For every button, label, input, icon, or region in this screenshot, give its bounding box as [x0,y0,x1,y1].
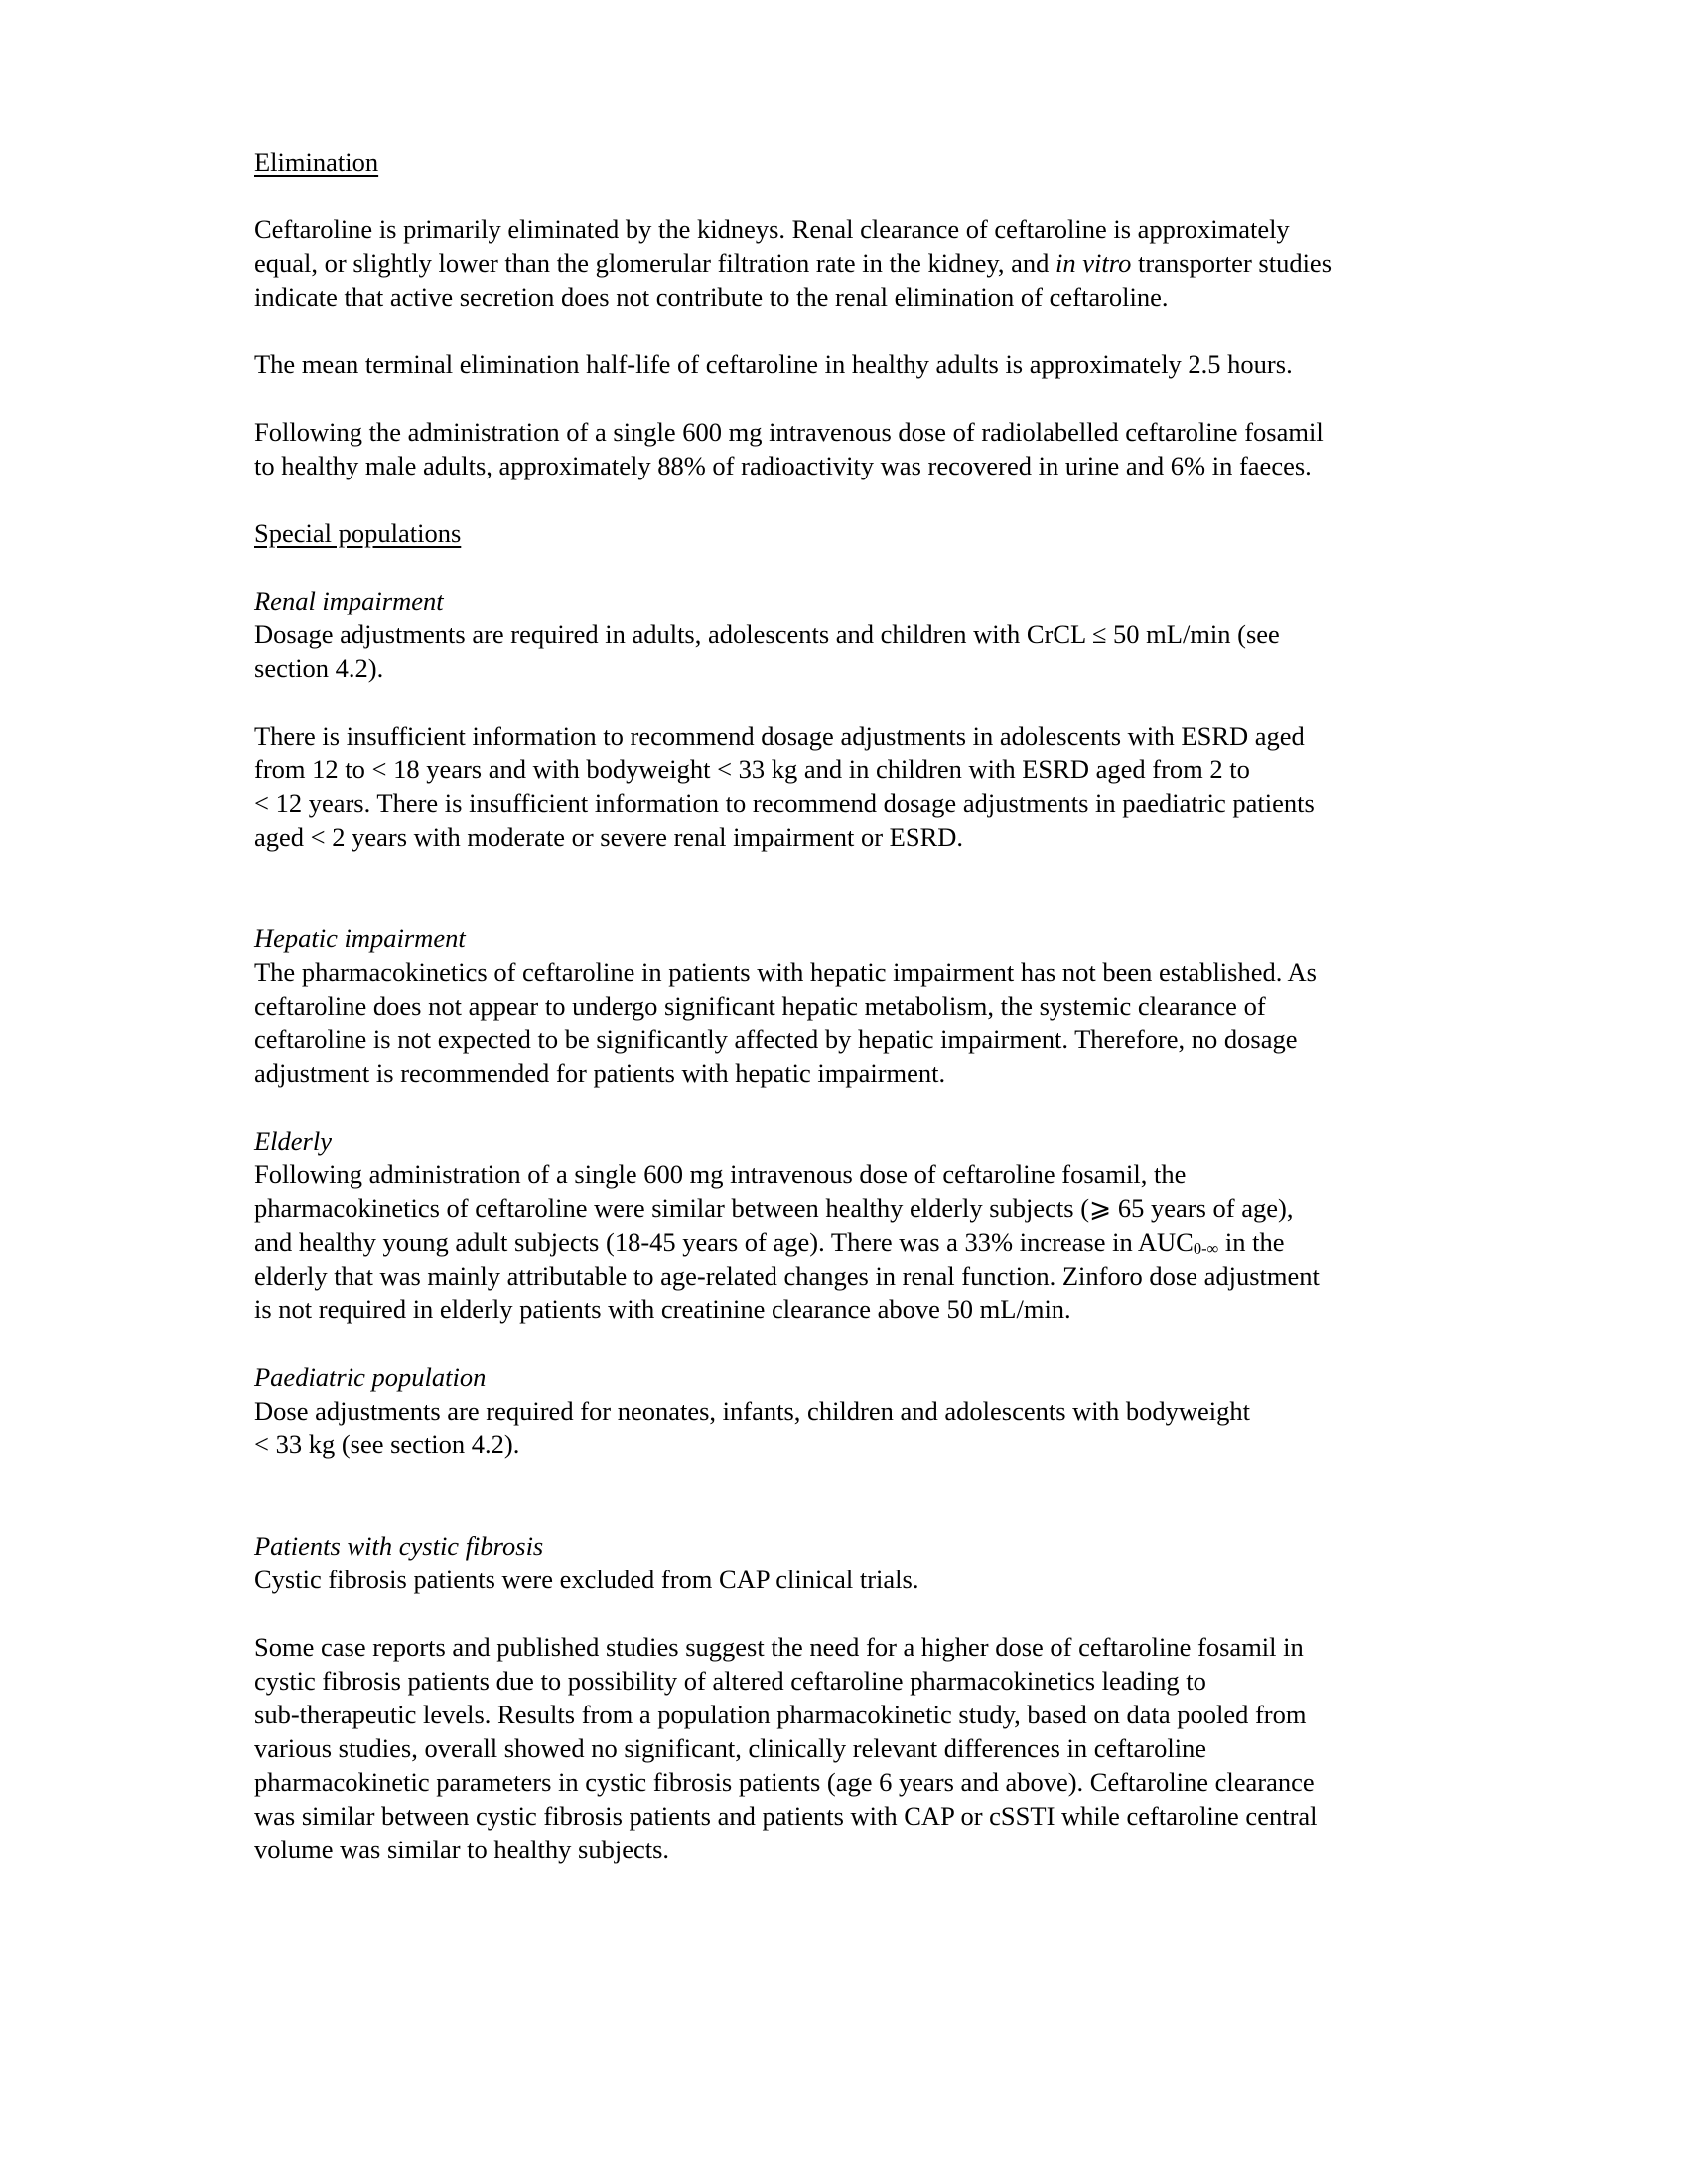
text-line: pharmacokinetics of ceftaroline were similar between healthy elderly subjects (⩾ 65 years of age), [254,1193,1294,1223]
text-line: is not required in elderly patients with creatinine clearance above 50 mL/min. [254,1295,1071,1324]
text-line: Ceftaroline is primarily eliminated by the kidneys. Renal clearance of ceftaroline is approximately [254,214,1290,244]
text-line: adjustment is recommended for patients with hepatic impairment. [254,1058,946,1088]
text-line: Cystic fibrosis patients were excluded from CAP clinical trials. [254,1565,919,1594]
renal-impairment-title: Renal impairment [254,586,444,615]
paediatric-section [254,1360,1446,1461]
text-line: There is insufficient information to recommend dosage adjustments in adolescents with ESRD aged [254,721,1305,751]
renal-impairment-section [254,584,1446,854]
text-line: cystic fibrosis patients due to possibility of altered ceftaroline pharmacokinetics leading to [254,1666,1206,1696]
text-run: transporter studies [1131,248,1333,278]
elderly-section [254,1124,1446,1326]
italic-term: in vitro [1055,248,1132,278]
text-line: to healthy male adults, approximately 88% of radioactivity was recovered in urine and 6% in faeces. [254,451,1312,480]
text-line: section 4.2). [254,653,384,683]
text-run: equal, or slightly lower than the glomerular filtration rate in the kidney, and [254,248,1056,278]
text-line: sub-therapeutic levels. Results from a population pharmacokinetic study, based on data pooled from [254,1700,1307,1729]
hepatic-impairment-section [254,921,1446,1090]
text-line: Following administration of a single 600 mg intravenous dose of ceftaroline fosamil, the [254,1160,1187,1189]
text-line: elderly that was mainly attributable to age-related changes in renal function. Zinforo dose adjustment [254,1261,1320,1291]
text-line: pharmacokinetic parameters in cystic fibrosis patients (age 6 years and above). Ceftaroline clearance [254,1767,1315,1797]
elderly-title: Elderly [254,1126,332,1156]
text-line: Dose adjustments are required for neonates, infants, children and adolescents with bodyweight [254,1396,1251,1426]
paediatric-title: Paediatric population [254,1362,487,1392]
text-line [254,246,1446,280]
text-line: Following the administration of a single 600 mg intravenous dose of radiolabelled ceftaroline fosamil [254,417,1324,447]
elimination-paragraph-radiolabel [254,415,1446,482]
cystic-fibrosis-section [254,1529,1446,1866]
text-line: indicate that active secretion does not contribute to the renal elimination of ceftaroline. [254,282,1169,312]
text-line: ceftaroline does not appear to undergo significant hepatic metabolism, the systemic clearance of [254,991,1266,1021]
text-line: Some case reports and published studies suggest the need for a higher dose of ceftaroline fosamil in [254,1632,1304,1662]
elimination-paragraph-renal-clearance [254,212,1446,314]
document-body [254,145,1446,1866]
text-line [254,1225,1446,1259]
text-line: volume was similar to healthy subjects. [254,1835,670,1864]
text-line: aged < 2 years with moderate or severe renal impairment or ESRD. [254,822,964,852]
hepatic-impairment-title: Hepatic impairment [254,923,466,953]
text-line: was similar between cystic fibrosis patients and patients with CAP or cSSTI while ceftaroline central [254,1801,1318,1831]
text-line: < 12 years. There is insufficient information to recommend dosage adjustments in paediatric patients [254,788,1315,818]
text-run: and healthy young adult subjects (18-45 years of age). There was a 33% increase in AUC [254,1227,1194,1257]
text-line: ceftaroline is not expected to be significantly affected by hepatic impairment. Therefore, no dosage [254,1024,1298,1054]
special-populations-heading: Special populations [254,518,462,548]
elimination-heading: Elimination [254,147,379,177]
text-run: in the [1218,1227,1285,1257]
text-line: from 12 to < 18 years and with bodyweight < 33 kg and in children with ESRD aged from 2 to [254,754,1250,784]
text-line: Dosage adjustments are required in adults, adolescents and children with CrCL ≤ 50 mL/min (see [254,619,1280,649]
elimination-paragraph-half-life: The mean terminal elimination half-life of ceftaroline in healthy adults is approximately 2.5 hours. [254,349,1293,379]
text-line: The pharmacokinetics of ceftaroline in patients with hepatic impairment has not been established. As [254,957,1317,987]
text-line: < 33 kg (see section 4.2). [254,1430,520,1459]
auc-subscript: 0-∞ [1193,1238,1219,1258]
cystic-fibrosis-title: Patients with cystic fibrosis [254,1531,544,1561]
text-line: various studies, overall showed no significant, clinically relevant differences in ceftaroline [254,1733,1207,1763]
